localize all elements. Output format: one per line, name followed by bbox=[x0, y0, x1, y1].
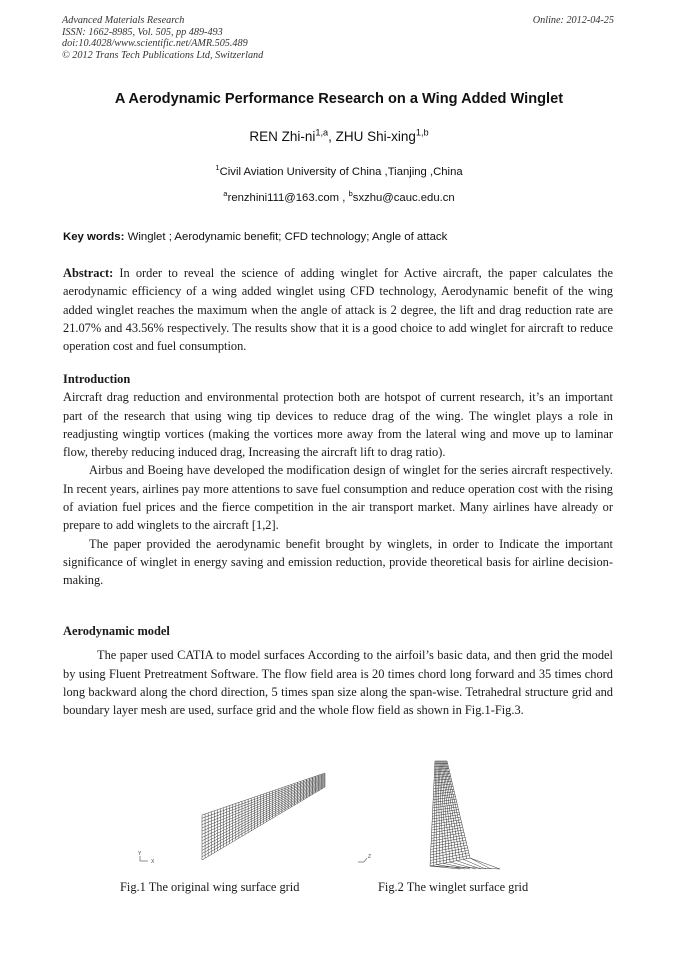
email-separator: , bbox=[339, 192, 349, 204]
fig1-axis-triad bbox=[138, 851, 155, 865]
email-a-sup: a bbox=[223, 189, 228, 199]
author-2-sup: 1,b bbox=[415, 127, 429, 138]
author-1-sup: 1,a bbox=[315, 127, 329, 138]
abstract bbox=[63, 264, 613, 355]
model-paragraph-1: The paper used CATIA to model surfaces According to the airfoil’s basic data, and then grid the model by using Fluent Pretreatment Software. The flow field area is 20 times chord long forward and 35 times chord long backward along the chord direction, 5 times span size along the span-wise. Tetrahedral structure grid and boundary layer mesh are used, surface grid and the whole flow field as shown in Fig.1-Fig.3. bbox=[63, 648, 613, 718]
author-separator: , bbox=[328, 129, 336, 144]
journal-meta bbox=[62, 15, 263, 61]
introduction-paragraph-3: The paper provided the aerodynamic benefit brought by winglets, in order to Indicate the important significance of winglet in energy saving and emission reduction, provide theoretical basis for airline decision-making. bbox=[63, 536, 613, 588]
introduction-heading: Introduction bbox=[63, 372, 131, 386]
affiliation-sup: 1 bbox=[215, 163, 220, 173]
email-b[interactable]: sxzhu@cauc.edu.cn bbox=[352, 192, 455, 204]
affiliation bbox=[0, 163, 678, 178]
journal-copyright: © 2012 Trans Tech Publications Ltd, Switzerland bbox=[62, 49, 264, 61]
journal-doi: doi:10.4028/www.scientific.net/AMR.505.489 bbox=[62, 38, 248, 50]
paper-title: A Aerodynamic Performance Research on a Wing Added Winglet bbox=[114, 91, 564, 107]
wing-mesh-image bbox=[202, 773, 325, 860]
figure-2-caption: Fig.2 The winglet surface grid bbox=[378, 880, 529, 894]
aerodynamic-model-section bbox=[63, 622, 613, 719]
figure-1-wing-mesh bbox=[130, 765, 330, 865]
introduction-paragraph-1: Aircraft drag reduction and environmental protection both are hotspot of current research, it’s an important part of the research that using wing tip devices to reduce drag of the wing. The winglet plays a role in readjusting wingtip vortices (making the vortices more away from the lateral wing and move up to laminar flow, thereby reducing induced drag, Increasing the aircraft lift to drag ratio). bbox=[63, 390, 613, 460]
model-heading: Aerodynamic model bbox=[63, 624, 170, 638]
author-line bbox=[0, 129, 678, 144]
abstract-text: In order to reveal the science of adding winglet for Active aircraft, the paper calculates the aerodynamic efficiency of a wing added winglet using CFD technology, Aerodynamic benefit of the wing added winglet reaches the maximum when the angle of attack is 2 degree, the lift and drag reduction rate are 21.07% and 43.56% respectively. The results show that it is a good choice to add winglet for aircraft to reduce operation cost and fuel consumption. bbox=[63, 266, 613, 354]
introduction-paragraph-2: Airbus and Boeing have developed the modification design of winglet for the series aircraft respectively. In recent years, airlines pay more attentions to save fuel consumption and reduce operation cost with the rising of aviation fuel prices and the fierce competition in the air transport market. Many airlines have already or prepare to add winglets to the aircraft [1,2]. bbox=[63, 463, 613, 533]
fig2-axis-triad bbox=[358, 854, 371, 862]
fig1-axis-y-label: Y bbox=[138, 851, 142, 857]
keywords-text: Winglet ; Aerodynamic benefit; CFD technology; Angle of attack bbox=[124, 231, 448, 243]
fig1-axis-x-label: X bbox=[151, 859, 155, 865]
fig2-axis-z-label: Z bbox=[368, 854, 372, 860]
author-2-name: ZHU Shi-xing bbox=[335, 129, 416, 144]
email-line bbox=[0, 189, 678, 204]
online-date: Online: 2012-04-25 bbox=[532, 15, 614, 26]
email-b-sup: b bbox=[348, 189, 353, 199]
figure-2-winglet-mesh bbox=[350, 758, 510, 870]
abstract-label: Abstract: bbox=[63, 266, 114, 280]
figure-1-caption: Fig.1 The original wing surface grid bbox=[120, 880, 300, 894]
keywords bbox=[63, 231, 623, 243]
email-a[interactable]: renzhini111@163.com bbox=[227, 192, 340, 204]
journal-issn: ISSN: 1662-8985, Vol. 505, pp 489-493 bbox=[62, 26, 223, 38]
keywords-label: Key words: bbox=[63, 231, 125, 243]
winglet-mesh-image bbox=[430, 761, 500, 869]
author-1-name: REN Zhi-ni bbox=[249, 129, 316, 144]
journal-name: Advanced Materials Research bbox=[62, 15, 185, 26]
affiliation-text: Civil Aviation University of China ,Tianjing ,China bbox=[219, 166, 463, 178]
introduction-section bbox=[63, 370, 613, 590]
